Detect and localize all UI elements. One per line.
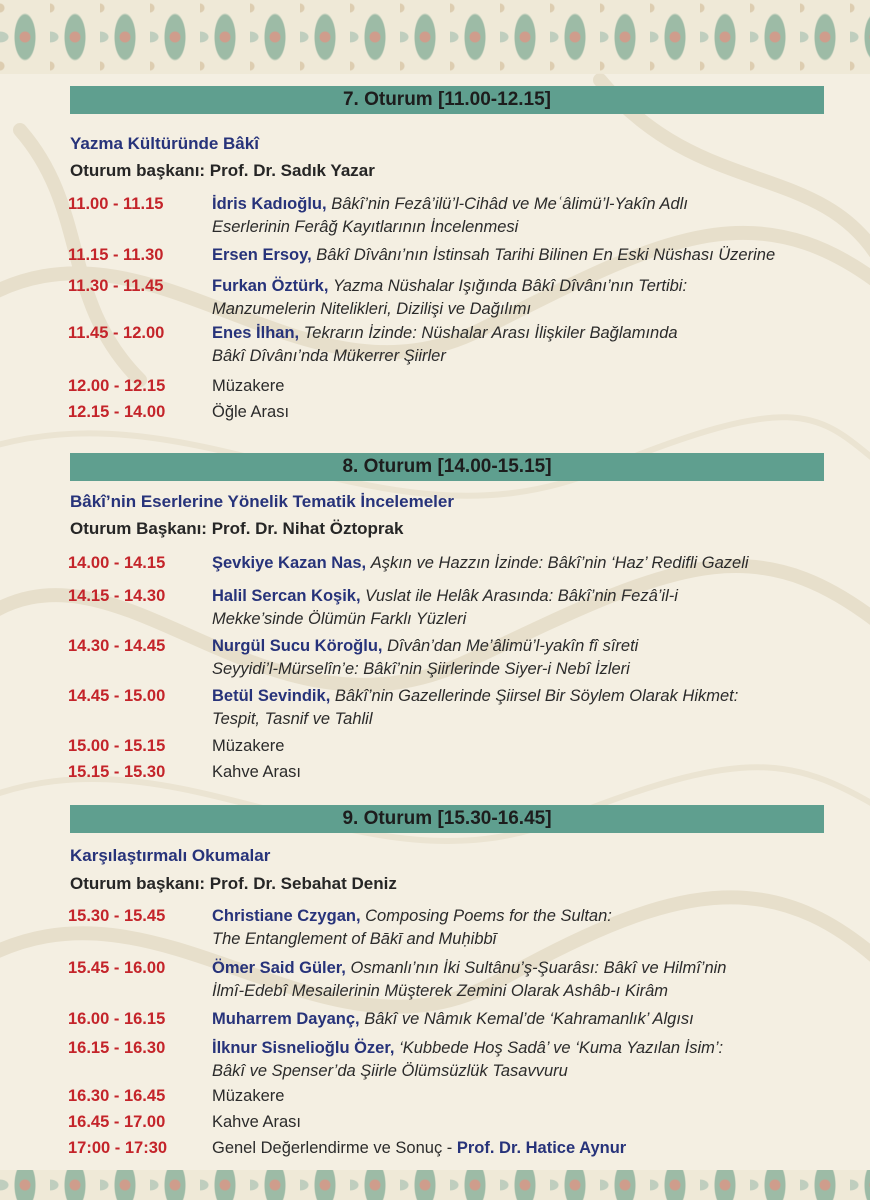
paper-title-line: Bâkî ve Spenser’da Şiirle Ölümsüzlük Tasavvuru: [212, 1062, 568, 1080]
speaker-name: İdris Kadıoğlu,: [212, 195, 327, 213]
time-slot: 14.15 - 14.30: [68, 587, 166, 605]
session-9-header: 9. Oturum [15.30-16.45]: [70, 805, 824, 833]
break-label: Müzakere: [212, 1087, 285, 1105]
paper-title-line: Yazma Nüshalar Işığında Bâkî Dîvânı’nın Tertibi:: [333, 277, 688, 295]
paper-title-line: Bâkî Dîvânı’nın İstinsah Tarihi Bilinen En Eski Nüshası Üzerine: [316, 246, 776, 264]
time-slot: 15.15 - 15.30: [68, 763, 166, 781]
speaker-name: Ömer Said Güler,: [212, 959, 346, 977]
paper-title-line: Osmanlı’nın İki Sultânu’ş-Şuarâsı: Bâkî ve Hilmî’nin: [350, 959, 727, 977]
time-slot: 12.00 - 12.15: [68, 377, 166, 395]
session-7-title: Yazma Kültüründe Bâkî: [70, 134, 259, 153]
paper-title-line: Bâkî’nin Gazellerinde Şiirsel Bir Söylem Olarak Hikmet:: [334, 687, 739, 705]
time-slot: 16.45 - 17.00: [68, 1113, 166, 1131]
speaker-name: Ersen Ersoy,: [212, 246, 312, 264]
time-slot: 12.15 - 14.00: [68, 403, 166, 421]
speaker-name: Şevkiye Kazan Nas,: [212, 554, 367, 572]
time-slot: 14.45 - 15.00: [68, 687, 166, 705]
time-slot: 17:00 - 17:30: [68, 1139, 168, 1157]
session-7-chair: Oturum başkanı: Prof. Dr. Sadık Yazar: [70, 161, 375, 180]
bottom-ornament-border: [0, 1170, 870, 1200]
time-slot: 15.30 - 15.45: [68, 907, 166, 925]
time-slot: 16.15 - 16.30: [68, 1039, 166, 1057]
session-8-chair: Oturum Başkanı: Prof. Dr. Nihat Öztoprak: [70, 519, 404, 538]
speaker-name: Furkan Öztürk,: [212, 277, 329, 295]
break-label: Kahve Arası: [212, 763, 301, 781]
speaker-name: Nurgül Sucu Köroğlu,: [212, 637, 383, 655]
time-slot: 11.30 - 11.45: [68, 277, 164, 295]
paper-title-line: Dîvân’dan Me’âlimü’l-yakîn fî sîreti: [387, 637, 639, 655]
time-slot: 15.45 - 16.00: [68, 959, 166, 977]
speaker-name: Enes İlhan,: [212, 324, 300, 342]
speaker-name: Muharrem Dayanç,: [212, 1010, 360, 1028]
paper-title-line: Bâkî Dîvânı’nda Mükerrer Şiirler: [212, 347, 446, 365]
paper-title-line: Tekrarın İzinde: Nüshalar Arası İlişkiler Bağlamında: [303, 324, 678, 342]
break-label: Kahve Arası: [212, 1113, 301, 1131]
top-ornament-border: [0, 0, 870, 74]
closing-label: Genel Değerlendirme ve Sonuç -: [212, 1139, 457, 1157]
break-label: Müzakere: [212, 737, 285, 755]
session-9-title: Karşılaştırmalı Okumalar: [70, 846, 271, 865]
session-9-chair: Oturum başkanı: Prof. Dr. Sebahat Deniz: [70, 874, 397, 893]
speaker-name: Christiane Czygan,: [212, 907, 361, 925]
paper-title-line: Manzumelerin Nitelikleri, Dizilişi ve Dağılımı: [212, 300, 532, 318]
time-slot: 16.30 - 16.45: [68, 1087, 166, 1105]
session-8-title: Bâkî’nin Eserlerine Yönelik Tematik İncelemeler: [70, 492, 454, 511]
time-slot: 11.15 - 11.30: [68, 246, 164, 264]
paper-title-line: Eserlerinin Ferâğ Kayıtlarının İncelenmesi: [212, 218, 519, 236]
break-label: Müzakere: [212, 377, 285, 395]
time-slot: 15.00 - 15.15: [68, 737, 166, 755]
paper-title-line: Bâkî’nin Fezâ’ilü’l-Cihâd ve Meʿâlimü’l-Yakîn Adlı: [331, 195, 688, 213]
break-label: Öğle Arası: [212, 403, 290, 421]
time-slot: 11.45 - 12.00: [68, 324, 165, 342]
speaker-name: İlknur Sisnelioğlu Özer,: [212, 1039, 395, 1057]
session-8-header: 8. Oturum [14.00-15.15]: [70, 453, 824, 481]
speaker-name: Betül Sevindik,: [212, 687, 331, 705]
paper-title-line: Aşkın ve Hazzın İzinde: Bâkî’nin ‘Haz’ Redifli Gazeli: [370, 554, 749, 572]
session-7-header: 7. Oturum [11.00-12.15]: [70, 86, 824, 114]
paper-title-line: Vuslat ile Helâk Arasında: Bâkî’nin Fezâ’il-i: [365, 587, 678, 605]
closing-speaker-name: Prof. Dr. Hatice Aynur: [456, 1139, 627, 1157]
paper-title-line: Mekke’sinde Ölümün Farklı Yüzleri: [212, 610, 467, 628]
speaker-name: Halil Sercan Koşik,: [212, 587, 361, 605]
paper-title-line: Composing Poems for the Sultan:: [365, 907, 612, 925]
paper-title-line: Bâkî ve Nâmık Kemal’de ‘Kahramanlık’ Algısı: [364, 1010, 694, 1028]
paper-title-line: Seyyidi’l-Mürselîn’e: Bâkî’nin Şiirlerinde Siyer-i Nebî İzleri: [212, 660, 630, 678]
time-slot: 14.30 - 14.45: [68, 637, 166, 655]
paper-title-line: Tespit, Tasnif ve Tahlil: [212, 710, 373, 728]
time-slot: 16.00 - 16.15: [68, 1010, 166, 1028]
paper-title-line: The Entanglement of Bākī and Muḥibbī: [212, 930, 497, 948]
time-slot: 11.00 - 11.15: [68, 195, 164, 213]
paper-title-line: İlmî-Edebî Mesailerinin Müşterek Zemini Olarak Ashâb-ı Kirâm: [212, 982, 669, 1000]
paper-title-line: ‘Kubbede Hoş Sadâ’ ve ‘Kuma Yazılan İsim’:: [399, 1039, 724, 1057]
time-slot: 14.00 - 14.15: [68, 554, 166, 572]
